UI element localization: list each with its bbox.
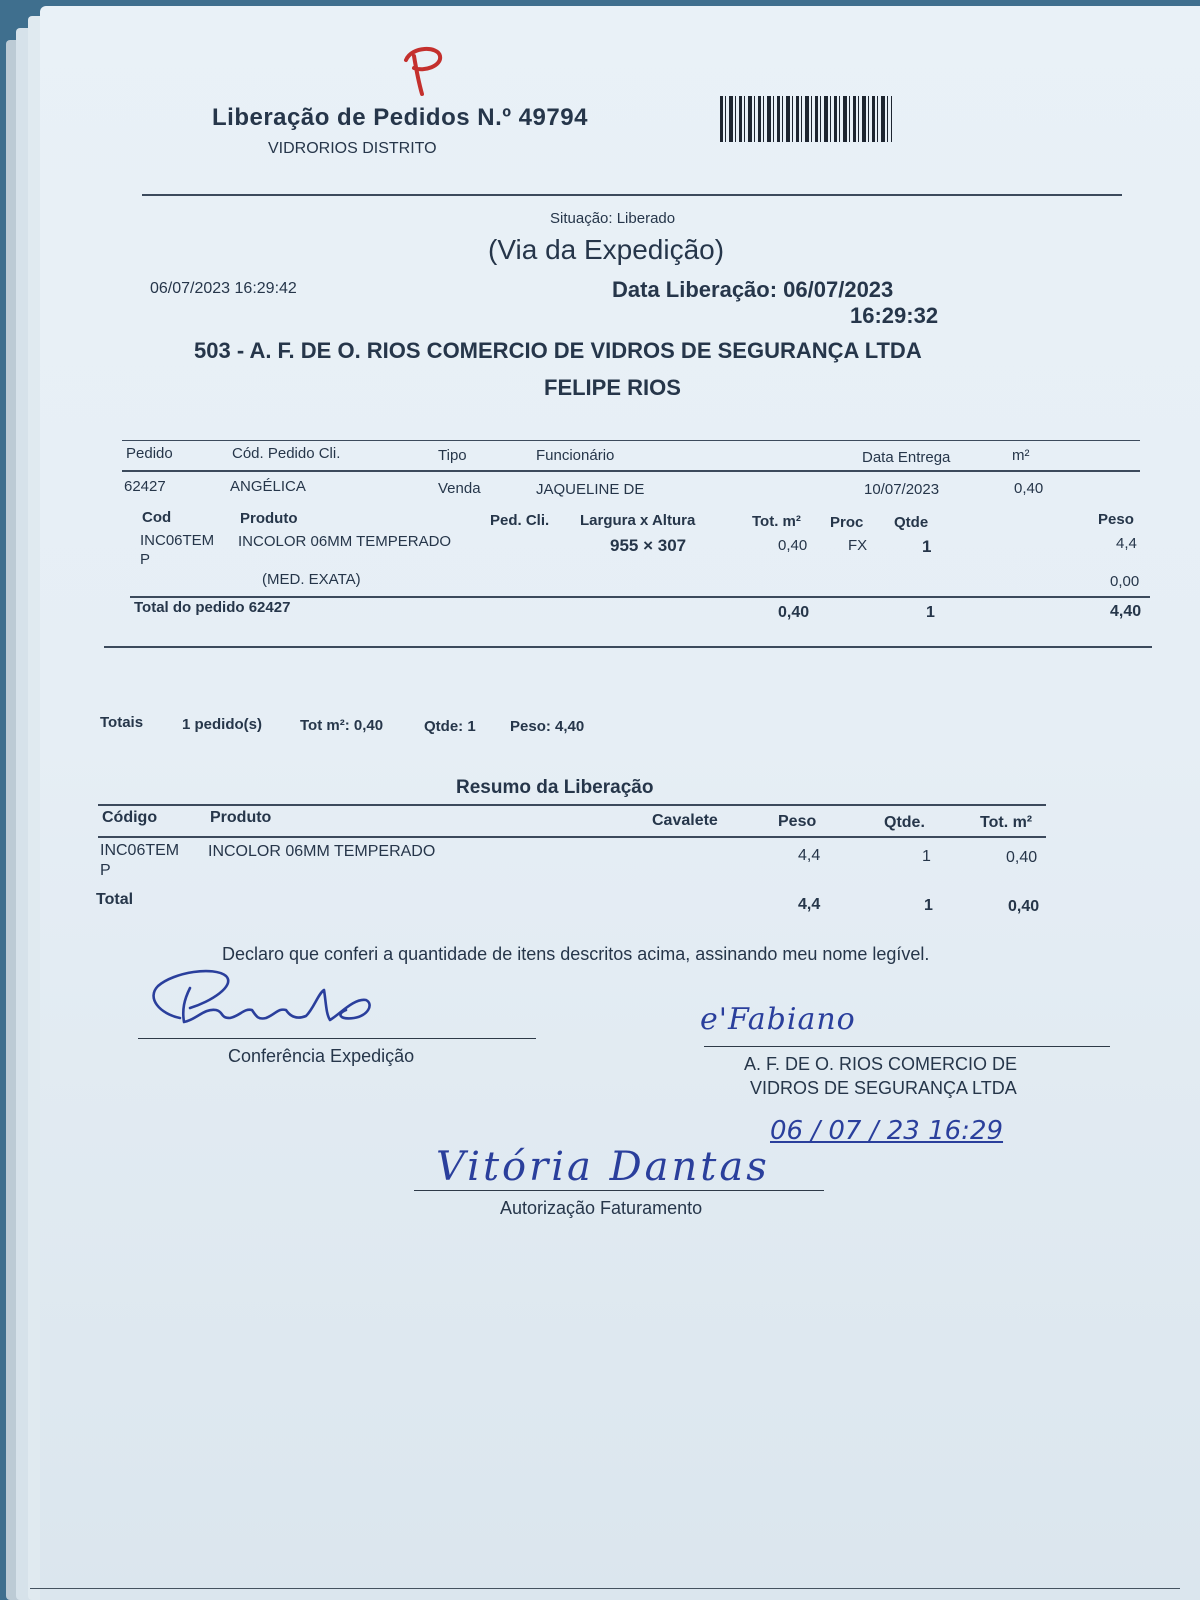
company-name-line2: VIDROS DE SEGURANÇA LTDA xyxy=(750,1078,1017,1098)
handwritten-p-mark xyxy=(392,42,452,98)
data-liberacao-time: 16:29:32 xyxy=(850,303,939,328)
item-col-proc: Proc xyxy=(830,514,864,531)
col-tipo: Tipo xyxy=(438,447,467,464)
client-contact: FELIPE RIOS xyxy=(544,375,681,400)
resumo-qtde: 1 xyxy=(922,848,931,865)
item-col-tot-m2: Tot. m² xyxy=(752,513,801,530)
item-col-qtde: Qtde xyxy=(894,514,929,531)
totais-qtde: Qtde: 1 xyxy=(424,718,476,735)
order-header-rule xyxy=(122,470,1140,472)
resumo-col-cavalete: Cavalete xyxy=(652,812,718,829)
item-col-ped-cli: Ped. Cli. xyxy=(490,512,550,529)
resumo-total-peso: 4,4 xyxy=(798,896,821,913)
order-table-top-rule xyxy=(122,440,1140,441)
autorizacao-signature: Vitória Dantas xyxy=(436,1144,770,1190)
col-cod-pedido: Cód. Pedido Cli. xyxy=(232,445,341,462)
item-qtde: 1 xyxy=(922,537,932,556)
order-total-tot-m2: 0,40 xyxy=(778,604,810,621)
cell-m2: 0,40 xyxy=(1014,480,1044,497)
document-title: Liberação de Pedidos N.º 49794 xyxy=(212,104,588,131)
item-col-largura-altura: Largura x Altura xyxy=(580,512,696,529)
via-title: (Via da Expedição) xyxy=(488,234,725,265)
company-name-line1: A. F. DE O. RIOS COMERCIO DE xyxy=(744,1054,1018,1074)
cell-pedido: 62427 xyxy=(124,478,166,495)
conferencia-line xyxy=(138,1038,536,1039)
item-col-cod: Cod xyxy=(142,509,172,526)
item-cod: INC06TEM xyxy=(140,532,215,549)
totais-tot-m2: Tot m²: 0,40 xyxy=(300,717,384,734)
page-bottom-rule xyxy=(30,1588,1180,1589)
barcode xyxy=(720,96,892,142)
resumo-col-peso: Peso xyxy=(778,813,817,830)
order-total-qtde: 1 xyxy=(926,604,935,621)
item-tot-m2: 0,40 xyxy=(778,537,808,554)
resumo-title: Resumo da Liberação xyxy=(456,777,654,798)
company-signature: e'Fabiano xyxy=(700,1002,856,1037)
resumo-tot-m2: 0,40 xyxy=(1006,849,1038,866)
cell-data-entrega: 10/07/2023 xyxy=(864,481,940,498)
resumo-top-rule xyxy=(98,804,1046,806)
order-total-rule xyxy=(130,596,1150,598)
resumo-total-label: Total xyxy=(96,891,134,908)
order-section-end-rule xyxy=(104,646,1152,648)
item-note-peso: 0,00 xyxy=(1110,573,1140,590)
order-total-label: Total do pedido 62427 xyxy=(134,599,291,616)
resumo-col-codigo: Código xyxy=(102,809,158,826)
item-cod-cont: P xyxy=(140,551,151,568)
printed-timestamp: 06/07/2023 16:29:42 xyxy=(150,280,297,297)
item-dimensions: 955 × 307 xyxy=(610,536,687,555)
cell-funcionario: JAQUELINE DE xyxy=(536,481,645,498)
resumo-codigo: INC06TEM xyxy=(100,842,180,859)
conferencia-signature xyxy=(140,958,400,1038)
handwritten-date: 06 / 07 / 23 16:29 xyxy=(770,1116,1004,1146)
resumo-col-qtde: Qtde. xyxy=(884,814,925,831)
item-col-peso: Peso xyxy=(1098,511,1134,528)
totais-peso: Peso: 4,40 xyxy=(510,718,585,735)
col-funcionario: Funcionário xyxy=(536,447,615,464)
declaration-text: Declaro que conferi a quantidade de itens descritos acima, assinando meu nome legível. xyxy=(222,944,930,964)
resumo-col-produto: Produto xyxy=(210,809,272,826)
order-total-peso: 4,40 xyxy=(1110,603,1142,620)
totais-pedidos: 1 pedido(s) xyxy=(182,716,263,733)
autorizacao-label: Autorização Faturamento xyxy=(500,1198,703,1218)
col-pedido: Pedido xyxy=(126,445,173,462)
item-col-produto: Produto xyxy=(240,510,298,527)
situacao-status: Situação: Liberado xyxy=(550,210,676,227)
autorizacao-line xyxy=(414,1190,824,1191)
client-name: 503 - A. F. DE O. RIOS COMERCIO DE VIDROS DE SEGURANÇA LTDA xyxy=(194,338,922,363)
col-data-entrega: Data Entrega xyxy=(862,449,951,466)
company-signature-line xyxy=(704,1046,1110,1047)
resumo-col-tot-m2: Tot. m² xyxy=(980,814,1033,831)
header-divider xyxy=(142,194,1122,196)
resumo-codigo-cont: P xyxy=(100,862,111,879)
resumo-produto: INCOLOR 06MM TEMPERADO xyxy=(208,843,436,860)
col-m2: m² xyxy=(1012,447,1030,464)
resumo-peso: 4,4 xyxy=(798,847,821,864)
item-proc: FX xyxy=(848,537,868,554)
company-signature-text: Fabiano xyxy=(728,1002,856,1037)
cell-cod-pedido: ANGÉLICA xyxy=(230,478,306,495)
resumo-header-rule xyxy=(98,836,1046,838)
item-note: (MED. EXATA) xyxy=(262,571,361,588)
company-subtitle: VIDRORIOS DISTRITO xyxy=(268,140,437,157)
conferencia-label: Conferência Expedição xyxy=(228,1046,415,1066)
item-produto: INCOLOR 06MM TEMPERADO xyxy=(238,533,452,550)
cell-tipo: Venda xyxy=(438,480,481,497)
data-liberacao: Data Liberação: 06/07/2023 xyxy=(612,277,894,302)
item-peso: 4,4 xyxy=(1116,535,1137,552)
totais-label: Totais xyxy=(100,714,144,731)
resumo-total-tot-m2: 0,40 xyxy=(1008,898,1040,915)
resumo-total-qtde: 1 xyxy=(924,897,933,914)
